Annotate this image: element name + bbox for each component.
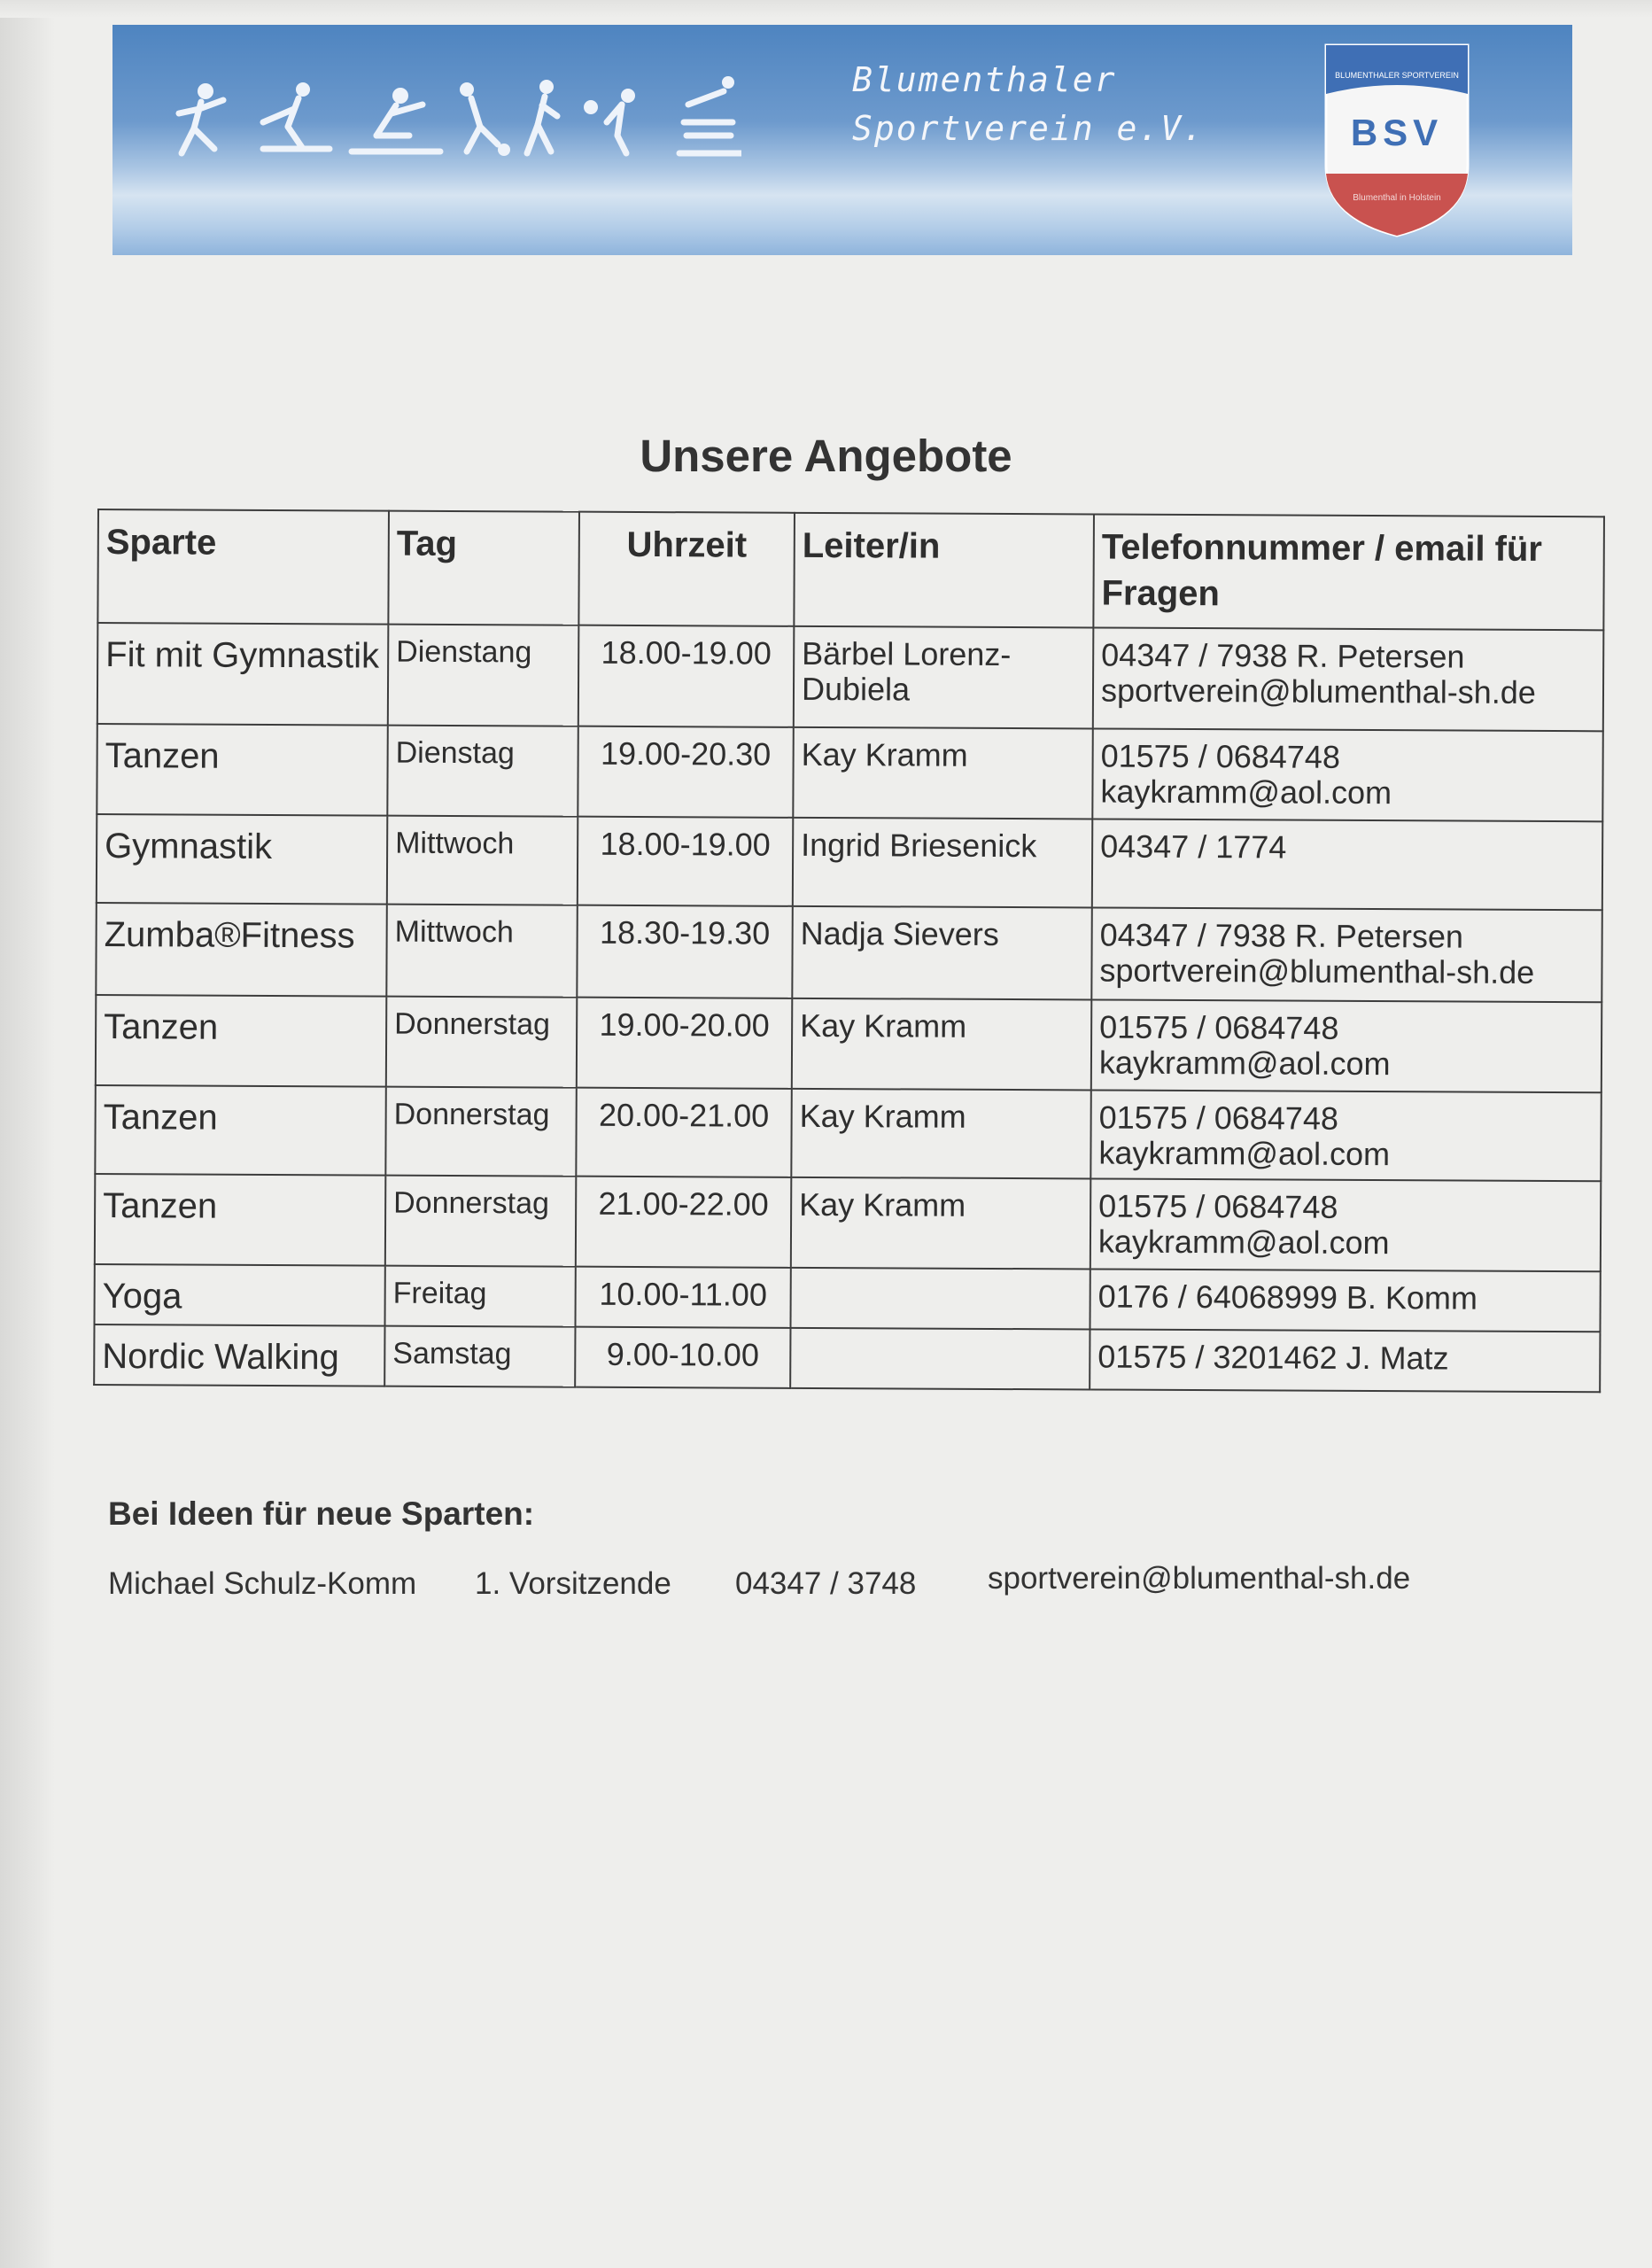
cell-day: Donnerstag bbox=[386, 997, 577, 1088]
cell-leader: Kay Kramm bbox=[791, 1177, 1090, 1270]
contact-email: sportverein@blumenthal-sh.de bbox=[1100, 672, 1536, 711]
cell-day: Mittwoch bbox=[387, 816, 578, 905]
contact-phone: 04347 / 1774 bbox=[1100, 827, 1287, 866]
cell-leader: Bärbel Lorenz-Dubiela bbox=[794, 626, 1094, 729]
cell-day: Freitag bbox=[384, 1266, 575, 1327]
contact-phone: 01575 / 0684748 bbox=[1098, 1187, 1338, 1225]
cell-sport: Tanzen bbox=[97, 724, 387, 816]
header-banner bbox=[112, 25, 1572, 255]
contact-phone: 04347 / 7938 R. Petersen bbox=[1101, 636, 1465, 675]
header-contact: Telefonnummer / email für Fragen bbox=[1093, 514, 1604, 630]
boxer-icon bbox=[584, 89, 635, 153]
handball-player-icon bbox=[179, 83, 223, 153]
table-row bbox=[97, 623, 1604, 731]
contact-phone: 01575 / 0684748 bbox=[1100, 737, 1341, 775]
club-name bbox=[852, 56, 1205, 153]
table-row bbox=[95, 1085, 1601, 1181]
cell-leader: Ingrid Briesenick bbox=[793, 818, 1092, 908]
cell-sport: Gymnastik bbox=[97, 814, 387, 905]
header-time: Uhrzeit bbox=[578, 512, 795, 626]
cell-time: 18.00-19.00 bbox=[578, 625, 795, 727]
cell-leader bbox=[790, 1328, 1090, 1390]
cell-sport: Tanzen bbox=[96, 995, 386, 1087]
cell-time: 21.00-22.00 bbox=[576, 1177, 791, 1268]
rowing-icon bbox=[352, 88, 440, 151]
cell-time: 9.00-10.00 bbox=[575, 1327, 790, 1388]
club-name-line2: Sportverein e.V. bbox=[852, 109, 1206, 148]
table-row bbox=[94, 1264, 1600, 1332]
cell-sport: Zumba®Fitness bbox=[96, 903, 387, 997]
gymnast-icon bbox=[263, 82, 330, 149]
cell-time: 19.00-20.00 bbox=[577, 998, 792, 1089]
cell-contact bbox=[1093, 627, 1604, 731]
contact-phone: 01575 / 3201462 J. Matz bbox=[1097, 1338, 1449, 1377]
page-title: Unsere Angebote bbox=[640, 431, 1012, 481]
crest-ring-text: BLUMENTHALER SPORTVEREIN bbox=[1335, 71, 1459, 80]
contact-phone: 0176 / 64068999 B. Komm bbox=[1097, 1278, 1478, 1317]
header-day: Tag bbox=[388, 511, 579, 625]
cell-contact bbox=[1090, 1329, 1600, 1392]
runner-icon bbox=[527, 80, 557, 153]
contact-phone: 04347 / 7938 R. Petersen bbox=[1099, 916, 1464, 955]
table-row bbox=[95, 1174, 1601, 1271]
crest-lower-text: Blumenthal in Holstein bbox=[1353, 193, 1441, 203]
contact-phone: 01575 / 0684748 bbox=[1098, 1099, 1339, 1137]
table-row bbox=[97, 814, 1602, 910]
header-sport: Sparte bbox=[97, 509, 389, 625]
table-row bbox=[96, 903, 1602, 1002]
club-crest-logo bbox=[1322, 41, 1472, 240]
cell-sport: Fit mit Gymnastik bbox=[97, 623, 389, 726]
cell-time: 18.00-19.00 bbox=[578, 817, 793, 906]
header-leader: Leiter/in bbox=[794, 513, 1094, 628]
cell-leader bbox=[790, 1268, 1090, 1330]
soccer-player-icon bbox=[460, 82, 510, 156]
cell-time: 20.00-21.00 bbox=[576, 1088, 791, 1177]
chair-email: sportverein@blumenthal-sh.de bbox=[988, 1561, 1411, 1596]
cell-contact bbox=[1092, 728, 1602, 821]
cell-time: 18.30-19.30 bbox=[577, 905, 793, 998]
chair-phone: 04347 / 3748 bbox=[735, 1566, 917, 1601]
cell-leader: Kay Kramm bbox=[792, 998, 1091, 1091]
contact-email: kaykramm@aol.com bbox=[1098, 1134, 1391, 1173]
crest-text: BSV bbox=[1350, 112, 1444, 153]
cell-sport: Nordic Walking bbox=[94, 1324, 384, 1386]
cell-time: 19.00-20.30 bbox=[578, 726, 793, 818]
scan-left-edge bbox=[0, 0, 55, 2268]
cell-contact bbox=[1090, 1090, 1601, 1181]
pommel-horse-icon bbox=[679, 76, 741, 153]
cell-time: 10.00-11.00 bbox=[575, 1267, 790, 1328]
cell-leader: Kay Kramm bbox=[791, 1089, 1090, 1179]
table-row bbox=[94, 1324, 1600, 1392]
sports-pictograms bbox=[175, 74, 741, 171]
cell-day: Samstag bbox=[384, 1326, 575, 1387]
contact-email: kaykramm@aol.com bbox=[1100, 773, 1392, 812]
table-row bbox=[96, 995, 1602, 1092]
ideas-heading: Bei Ideen für neue Sparten: bbox=[108, 1495, 535, 1532]
contact-email: kaykramm@aol.com bbox=[1098, 1044, 1391, 1083]
cell-day: Dienstang bbox=[388, 625, 579, 726]
contact-email: kaykramm@aol.com bbox=[1097, 1223, 1390, 1262]
cell-sport: Tanzen bbox=[95, 1174, 385, 1266]
cell-leader: Nadja Sievers bbox=[792, 906, 1092, 1000]
chair-name: Michael Schulz-Komm bbox=[108, 1566, 417, 1601]
cell-contact bbox=[1091, 999, 1602, 1092]
cell-day: Dienstag bbox=[387, 726, 578, 817]
contact-phone: 01575 / 0684748 bbox=[1099, 1008, 1339, 1046]
cell-day: Donnerstag bbox=[385, 1176, 576, 1267]
cell-contact bbox=[1090, 1178, 1601, 1271]
cell-leader: Kay Kramm bbox=[793, 727, 1092, 819]
cell-contact bbox=[1090, 1269, 1600, 1332]
club-name-line1: Blumenthaler bbox=[852, 60, 1117, 99]
cell-contact bbox=[1092, 819, 1602, 910]
chair-role: 1. Vorsitzende bbox=[475, 1566, 671, 1601]
cell-day: Donnerstag bbox=[385, 1087, 576, 1177]
table-row bbox=[97, 724, 1602, 821]
table-header-row bbox=[97, 509, 1604, 630]
cell-sport: Yoga bbox=[94, 1264, 384, 1326]
offers-table bbox=[93, 509, 1605, 1393]
cell-contact bbox=[1091, 907, 1602, 1002]
cell-sport: Tanzen bbox=[95, 1085, 385, 1176]
scan-top-edge bbox=[0, 0, 1652, 18]
contact-email: sportverein@blumenthal-sh.de bbox=[1099, 951, 1535, 990]
cell-day: Mittwoch bbox=[386, 905, 578, 998]
